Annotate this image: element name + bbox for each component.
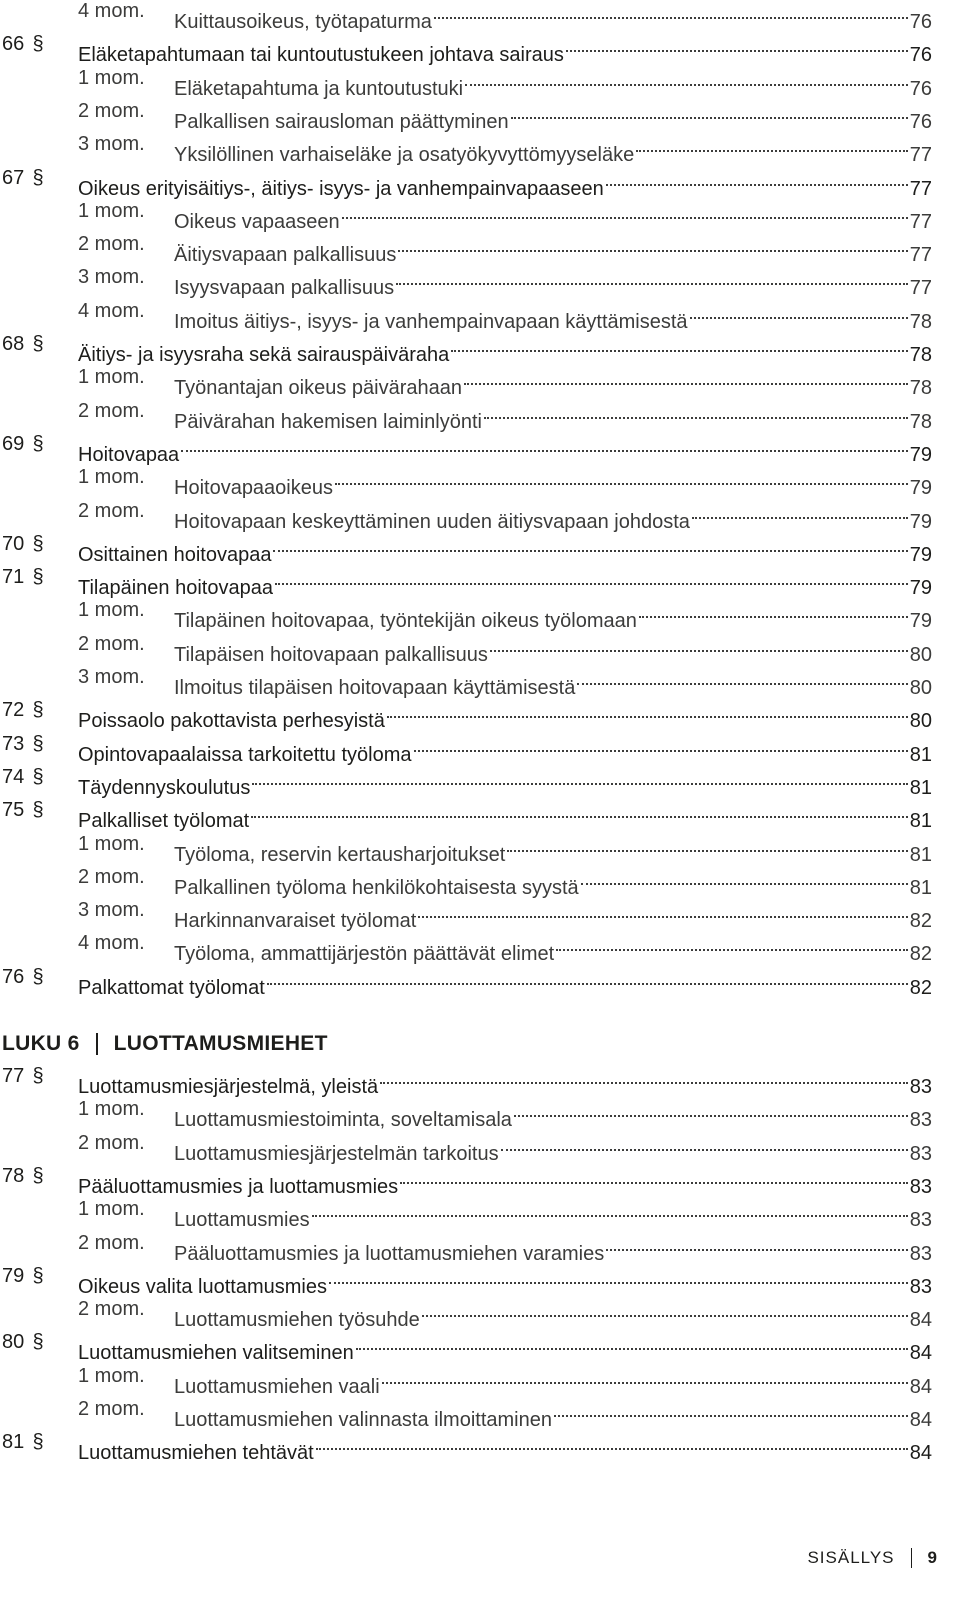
dot-leader <box>581 860 908 894</box>
toc-subsection-row[interactable] <box>0 1192 932 1232</box>
dot-leader <box>484 394 908 428</box>
toc-page-number: 77 <box>909 244 932 267</box>
toc-section-row[interactable] <box>0 1059 932 1098</box>
dot-leader <box>639 593 908 627</box>
toc-page-number: 83 <box>909 1209 932 1232</box>
toc-entry-title: Luottamusmiestoiminta, soveltamisala <box>174 1109 512 1132</box>
dot-leader <box>267 960 908 994</box>
moment-label: 3 mom. <box>78 666 145 688</box>
toc-subsection-row[interactable] <box>0 360 932 400</box>
toc-subsection-row[interactable] <box>0 94 932 133</box>
toc-subsection-row[interactable] <box>0 194 932 233</box>
toc-subsection-row[interactable] <box>0 627 932 666</box>
section-number: 70 <box>2 532 25 555</box>
toc-page-number: 84 <box>909 1342 932 1365</box>
dot-leader <box>275 560 908 594</box>
toc-entry-title: Työloma, reservin kertausharjoitukset <box>174 843 506 866</box>
toc-entry-title: Pääluottamusmies ja luottamusmiehen varamies <box>174 1242 605 1265</box>
section-number: 73 <box>2 732 25 755</box>
dot-leader <box>554 1392 908 1426</box>
moment-label: 3 mom. <box>78 133 145 156</box>
dot-leader <box>501 1126 908 1160</box>
dot-leader <box>690 294 908 328</box>
toc-subsection-row[interactable] <box>0 494 932 533</box>
toc-page-number: 84 <box>909 1442 932 1465</box>
toc-entry-title: Palkallinen työloma henkilökohtaisesta syystä <box>174 876 579 899</box>
toc-entry-title: Päivärahan hakemisen laiminlyönti <box>174 410 482 433</box>
moment-label: 2 mom. <box>78 1398 145 1420</box>
moment-label: 2 mom. <box>78 865 145 888</box>
moment-label: 1 mom. <box>78 66 145 89</box>
toc-entry-title: Yksilöllinen varhaiseläke ja osatyökyvyttömyyseläke <box>174 144 635 167</box>
dot-leader <box>382 1359 908 1393</box>
toc-page-number: 77 <box>909 144 932 167</box>
dot-leader <box>418 893 907 927</box>
chapter-heading <box>2 1029 328 1059</box>
toc-subsection-row[interactable] <box>0 1292 932 1332</box>
toc-entry-title: Täydennyskoulutus <box>78 776 251 799</box>
toc-subsection-row[interactable] <box>0 926 932 966</box>
dot-leader <box>380 1059 908 1093</box>
moment-label: 1 mom. <box>78 466 145 489</box>
dot-leader <box>511 94 908 128</box>
moment-label: 2 mom. <box>78 233 145 256</box>
toc-entry-title: Luottamusmiesjärjestelmän tarkoitus <box>174 1142 499 1165</box>
moment-label: 3 mom. <box>78 266 145 289</box>
dot-leader <box>312 1192 908 1226</box>
toc-section-row[interactable] <box>0 960 932 999</box>
toc-page-number: 80 <box>909 643 932 666</box>
toc-page-number: 81 <box>909 876 932 899</box>
footer-divider <box>911 1548 912 1568</box>
dot-leader <box>606 1226 908 1260</box>
toc-section-row[interactable] <box>0 1259 932 1298</box>
moment-label: 1 mom. <box>78 599 145 622</box>
toc-subsection-row[interactable] <box>0 61 932 100</box>
toc-page-number: 77 <box>909 177 932 200</box>
moment-label: 1 mom. <box>78 199 145 222</box>
toc-entry-title: Palkallisen sairausloman päättyminen <box>174 110 509 133</box>
section-symbol: § <box>32 965 44 988</box>
dot-leader <box>329 1259 908 1293</box>
dot-leader <box>606 161 908 195</box>
toc-entry-title: Eläketapahtumaan tai kuntoutustukeen johtava sairaus <box>78 44 564 67</box>
toc-page-number: 80 <box>909 710 932 733</box>
toc-page-number: 81 <box>909 843 932 866</box>
section-number: 80 <box>2 1331 25 1354</box>
dot-leader <box>316 1425 908 1459</box>
toc-page-number: 83 <box>909 1109 932 1132</box>
toc-subsection-row[interactable] <box>0 294 932 333</box>
section-number: 72 <box>2 699 25 722</box>
toc-page-number: 77 <box>909 277 932 300</box>
toc-page-number: 82 <box>909 943 932 966</box>
toc-section-row[interactable] <box>0 1159 932 1198</box>
toc-page-number: 76 <box>909 110 932 133</box>
section-number: 76 <box>2 965 25 988</box>
toc-section-row[interactable] <box>0 427 932 466</box>
section-symbol: § <box>32 33 44 56</box>
moment-label: 1 mom. <box>78 366 145 389</box>
toc-page-number: 78 <box>909 310 932 333</box>
section-symbol: § <box>32 1065 44 1087</box>
toc-entry-title: Palkattomat työlomat <box>78 976 265 999</box>
toc-subsection-row[interactable] <box>0 1392 932 1431</box>
toc-entry-line <box>78 1425 932 1470</box>
chapter-divider <box>96 1033 98 1055</box>
toc-entry-title: Ilmoitus tilapäisen hoitovapaan käyttämisestä <box>174 677 576 699</box>
toc-section-row[interactable] <box>0 527 932 566</box>
toc-entry-title: Äitiys- ja isyysraha sekä sairauspäiväraha <box>78 344 450 366</box>
toc-page-number: 82 <box>909 976 932 999</box>
toc-page-number: 79 <box>909 510 932 533</box>
toc-section-row[interactable] <box>0 327 932 366</box>
section-number: 69 <box>2 432 25 455</box>
toc-entry-title: Oikeus valita luottamusmies <box>78 1275 327 1298</box>
toc-page-number: 84 <box>909 1309 932 1332</box>
toc-section-row[interactable] <box>0 27 932 67</box>
dot-leader <box>396 260 908 294</box>
toc-subsection-row[interactable] <box>0 460 932 500</box>
section-symbol: § <box>32 732 44 755</box>
toc-subsection-row[interactable] <box>0 260 932 300</box>
dot-leader <box>342 194 908 228</box>
toc-subsection-row[interactable] <box>0 660 932 699</box>
toc-entry-title: Luottamusmiehen työsuhde <box>174 1309 420 1332</box>
toc-section-row[interactable] <box>0 1425 932 1465</box>
toc-entry-title: Luottamusmiehen tehtävät <box>78 1442 314 1465</box>
toc-entry-title: Opintovapaalaissa tarkoitettu työloma <box>78 743 412 766</box>
toc-page-number: 83 <box>909 1275 932 1298</box>
toc-subsection-row[interactable] <box>0 893 932 933</box>
toc-entry-title: Poissaolo pakottavista perhesyistä <box>78 710 385 733</box>
toc-entry-title: Luottamusmiehen vaali <box>174 1375 380 1398</box>
dot-leader <box>387 693 908 727</box>
toc-section-row[interactable] <box>0 793 932 833</box>
toc-page-number: 79 <box>909 610 932 633</box>
toc-entry-title: Työnantajan oikeus päivärahaan <box>174 377 462 400</box>
dot-leader <box>692 494 908 528</box>
toc-entry-line <box>78 960 932 1005</box>
toc-page-number: 76 <box>909 11 932 33</box>
toc-entry-title: Oikeus erityisäitiys-, äitiys- isyys- ja vanhempainvapaaseen <box>78 177 604 200</box>
toc-entry-title: Luottamusmiesjärjestelmä, yleistä <box>78 1076 379 1098</box>
toc-page-number: 79 <box>909 577 932 600</box>
section-symbol: § <box>32 532 44 555</box>
toc-entry-title: Hoitovapaa <box>78 443 180 466</box>
toc-page-number: 78 <box>909 410 932 433</box>
toc-subsection-row[interactable] <box>0 860 932 899</box>
toc-entry-title: Luottamusmiehen valitseminen <box>78 1342 354 1365</box>
toc-entry-title: Harkinnanvaraiset työlomat <box>174 910 417 933</box>
toc-entry-title: Tilapäisen hoitovapaan palkallisuus <box>174 643 488 666</box>
toc-page-number: 81 <box>909 776 932 799</box>
dot-leader <box>514 1092 908 1126</box>
dot-leader <box>273 527 907 561</box>
dot-leader <box>434 0 908 28</box>
moment-label: 2 mom. <box>78 632 145 655</box>
toc-subsection-row[interactable] <box>0 593 932 633</box>
section-symbol: § <box>32 1431 44 1454</box>
toc-subsection-row[interactable] <box>0 1226 932 1265</box>
moment-label: 4 mom. <box>78 299 145 322</box>
toc-subsection-row[interactable] <box>0 1092 932 1132</box>
toc-page-number: 76 <box>909 44 932 67</box>
toc-entry-title: Hoitovapaaoikeus <box>174 477 333 500</box>
toc-section-row[interactable] <box>0 560 932 600</box>
section-symbol: § <box>32 799 44 822</box>
section-symbol: § <box>32 566 44 589</box>
section-number: 79 <box>2 1264 25 1287</box>
moment-label: 2 mom. <box>78 99 145 122</box>
toc-section-row[interactable] <box>0 161 932 200</box>
toc-page-number: 84 <box>909 1409 932 1431</box>
section-symbol: § <box>32 1264 44 1287</box>
toc-entry-title: Osittainen hoitovapaa <box>78 543 272 566</box>
toc-entry-title: Palkalliset työlomat <box>78 810 250 833</box>
moment-label: 2 mom. <box>78 1131 145 1154</box>
section-symbol: § <box>32 1164 44 1187</box>
moment-label: 1 mom. <box>78 1364 145 1387</box>
toc-page-number: 83 <box>909 1142 932 1165</box>
toc-entry-title: Luottamusmiehen valinnasta ilmoittaminen <box>174 1409 552 1431</box>
toc-page-number: 81 <box>909 743 932 766</box>
dot-leader <box>464 360 908 394</box>
chapter-label: LUKU 6 <box>2 1032 80 1055</box>
moment-label: 2 mom. <box>78 499 145 522</box>
dot-leader <box>507 827 908 861</box>
toc-page-number: 83 <box>909 1076 932 1098</box>
moment-label: 2 mom. <box>78 1298 145 1321</box>
dot-leader <box>400 1159 908 1193</box>
section-symbol: § <box>32 432 44 455</box>
section-symbol: § <box>32 699 44 722</box>
toc-entry-title: Työloma, ammattijärjestön päättävät elimet <box>174 943 555 966</box>
footer-label: SISÄLLYS <box>807 1548 895 1567</box>
toc-subsection-row[interactable] <box>0 827 932 866</box>
dot-leader <box>465 61 908 95</box>
toc-section-row[interactable] <box>0 760 932 799</box>
section-symbol: § <box>32 1331 44 1354</box>
toc-page-number: 82 <box>909 910 932 933</box>
dot-leader <box>252 760 907 794</box>
toc-entry-title: Hoitovapaan keskeyttäminen uuden äitiysvapaan johdosta <box>174 510 690 533</box>
toc-entry-title: Pääluottamusmies ja luottamusmies <box>78 1175 399 1198</box>
toc-entry-title: Eläketapahtuma ja kuntoutustuki <box>174 77 464 100</box>
section-number: 71 <box>2 566 25 589</box>
toc-section-row[interactable] <box>0 693 932 733</box>
section-number: 77 <box>2 1065 25 1087</box>
toc-entry-title: Äitiysvapaan palkallisuus <box>174 244 397 267</box>
dot-leader <box>422 1292 908 1326</box>
moment-label: 1 mom. <box>78 1098 145 1121</box>
dot-leader <box>414 727 908 761</box>
toc-entry-title: Tilapäinen hoitovapaa <box>78 577 273 600</box>
toc-page-number: 78 <box>909 344 932 366</box>
dot-leader <box>398 227 907 261</box>
toc-subsection-row[interactable] <box>0 0 932 33</box>
toc-entry-title: Kuittausoikeus, työtapaturma <box>174 11 432 33</box>
toc-entry-title: Oikeus vapaaseen <box>174 210 340 233</box>
dot-leader <box>566 27 908 61</box>
toc-page-number: 81 <box>909 810 932 833</box>
toc-page-number: 79 <box>909 477 932 500</box>
toc-page-number: 80 <box>909 677 932 699</box>
toc-page-number: 83 <box>909 1242 932 1265</box>
toc-page-number: 83 <box>909 1175 932 1198</box>
toc-subsection-row[interactable] <box>0 1359 932 1398</box>
section-number: 68 <box>2 333 25 355</box>
toc-section-row[interactable] <box>0 727 932 766</box>
toc-page-number: 84 <box>909 1375 932 1398</box>
moment-label: 4 mom. <box>78 0 145 22</box>
dot-leader <box>577 660 907 694</box>
toc-entry-title: Tilapäinen hoitovapaa, työntekijän oikeus työlomaan <box>174 610 637 633</box>
toc-subsection-row[interactable] <box>0 394 932 433</box>
dot-leader <box>636 127 908 161</box>
page-footer <box>807 1544 938 1572</box>
toc-entry-title: Luottamusmies <box>174 1209 310 1232</box>
toc-page-number: 77 <box>909 210 932 233</box>
section-symbol: § <box>32 333 44 355</box>
section-number: 81 <box>2 1431 25 1454</box>
moment-label: 4 mom. <box>78 932 145 955</box>
toc-page-number: 79 <box>909 443 932 466</box>
section-number: 78 <box>2 1164 25 1187</box>
toc-page-number: 78 <box>909 377 932 400</box>
toc-page-number: 79 <box>909 543 932 566</box>
toc-entry-title: Isyysvapaan palkallisuus <box>174 277 395 300</box>
dot-leader <box>356 1325 908 1359</box>
toc-section-row[interactable] <box>0 1325 932 1365</box>
dot-leader <box>490 627 908 661</box>
toc-subsection-row[interactable] <box>0 1126 932 1165</box>
section-symbol: § <box>32 765 44 788</box>
toc-page-number: 76 <box>909 77 932 100</box>
section-symbol: § <box>32 166 44 189</box>
toc-subsection-row[interactable] <box>0 127 932 167</box>
moment-label: 3 mom. <box>78 899 145 922</box>
dot-leader <box>251 793 908 827</box>
moment-label: 2 mom. <box>78 1231 145 1254</box>
section-number: 75 <box>2 799 25 822</box>
moment-label: 2 mom. <box>78 399 145 422</box>
toc-entry-title: Imoitus äitiys-, isyys- ja vanhempainvapaan käyttämisestä <box>174 310 688 333</box>
moment-label: 1 mom. <box>78 832 145 855</box>
dot-leader <box>556 926 908 960</box>
section-number: 67 <box>2 166 25 189</box>
moment-label: 1 mom. <box>78 1198 145 1221</box>
dot-leader <box>181 427 908 461</box>
footer-page-number: 9 <box>927 1548 938 1567</box>
dot-leader <box>451 327 907 361</box>
section-number: 74 <box>2 765 25 788</box>
section-number: 66 <box>2 33 25 56</box>
dot-leader <box>335 460 908 494</box>
chapter-title: LUOTTAMUSMIEHET <box>113 1032 328 1055</box>
toc-subsection-row[interactable] <box>0 227 932 267</box>
